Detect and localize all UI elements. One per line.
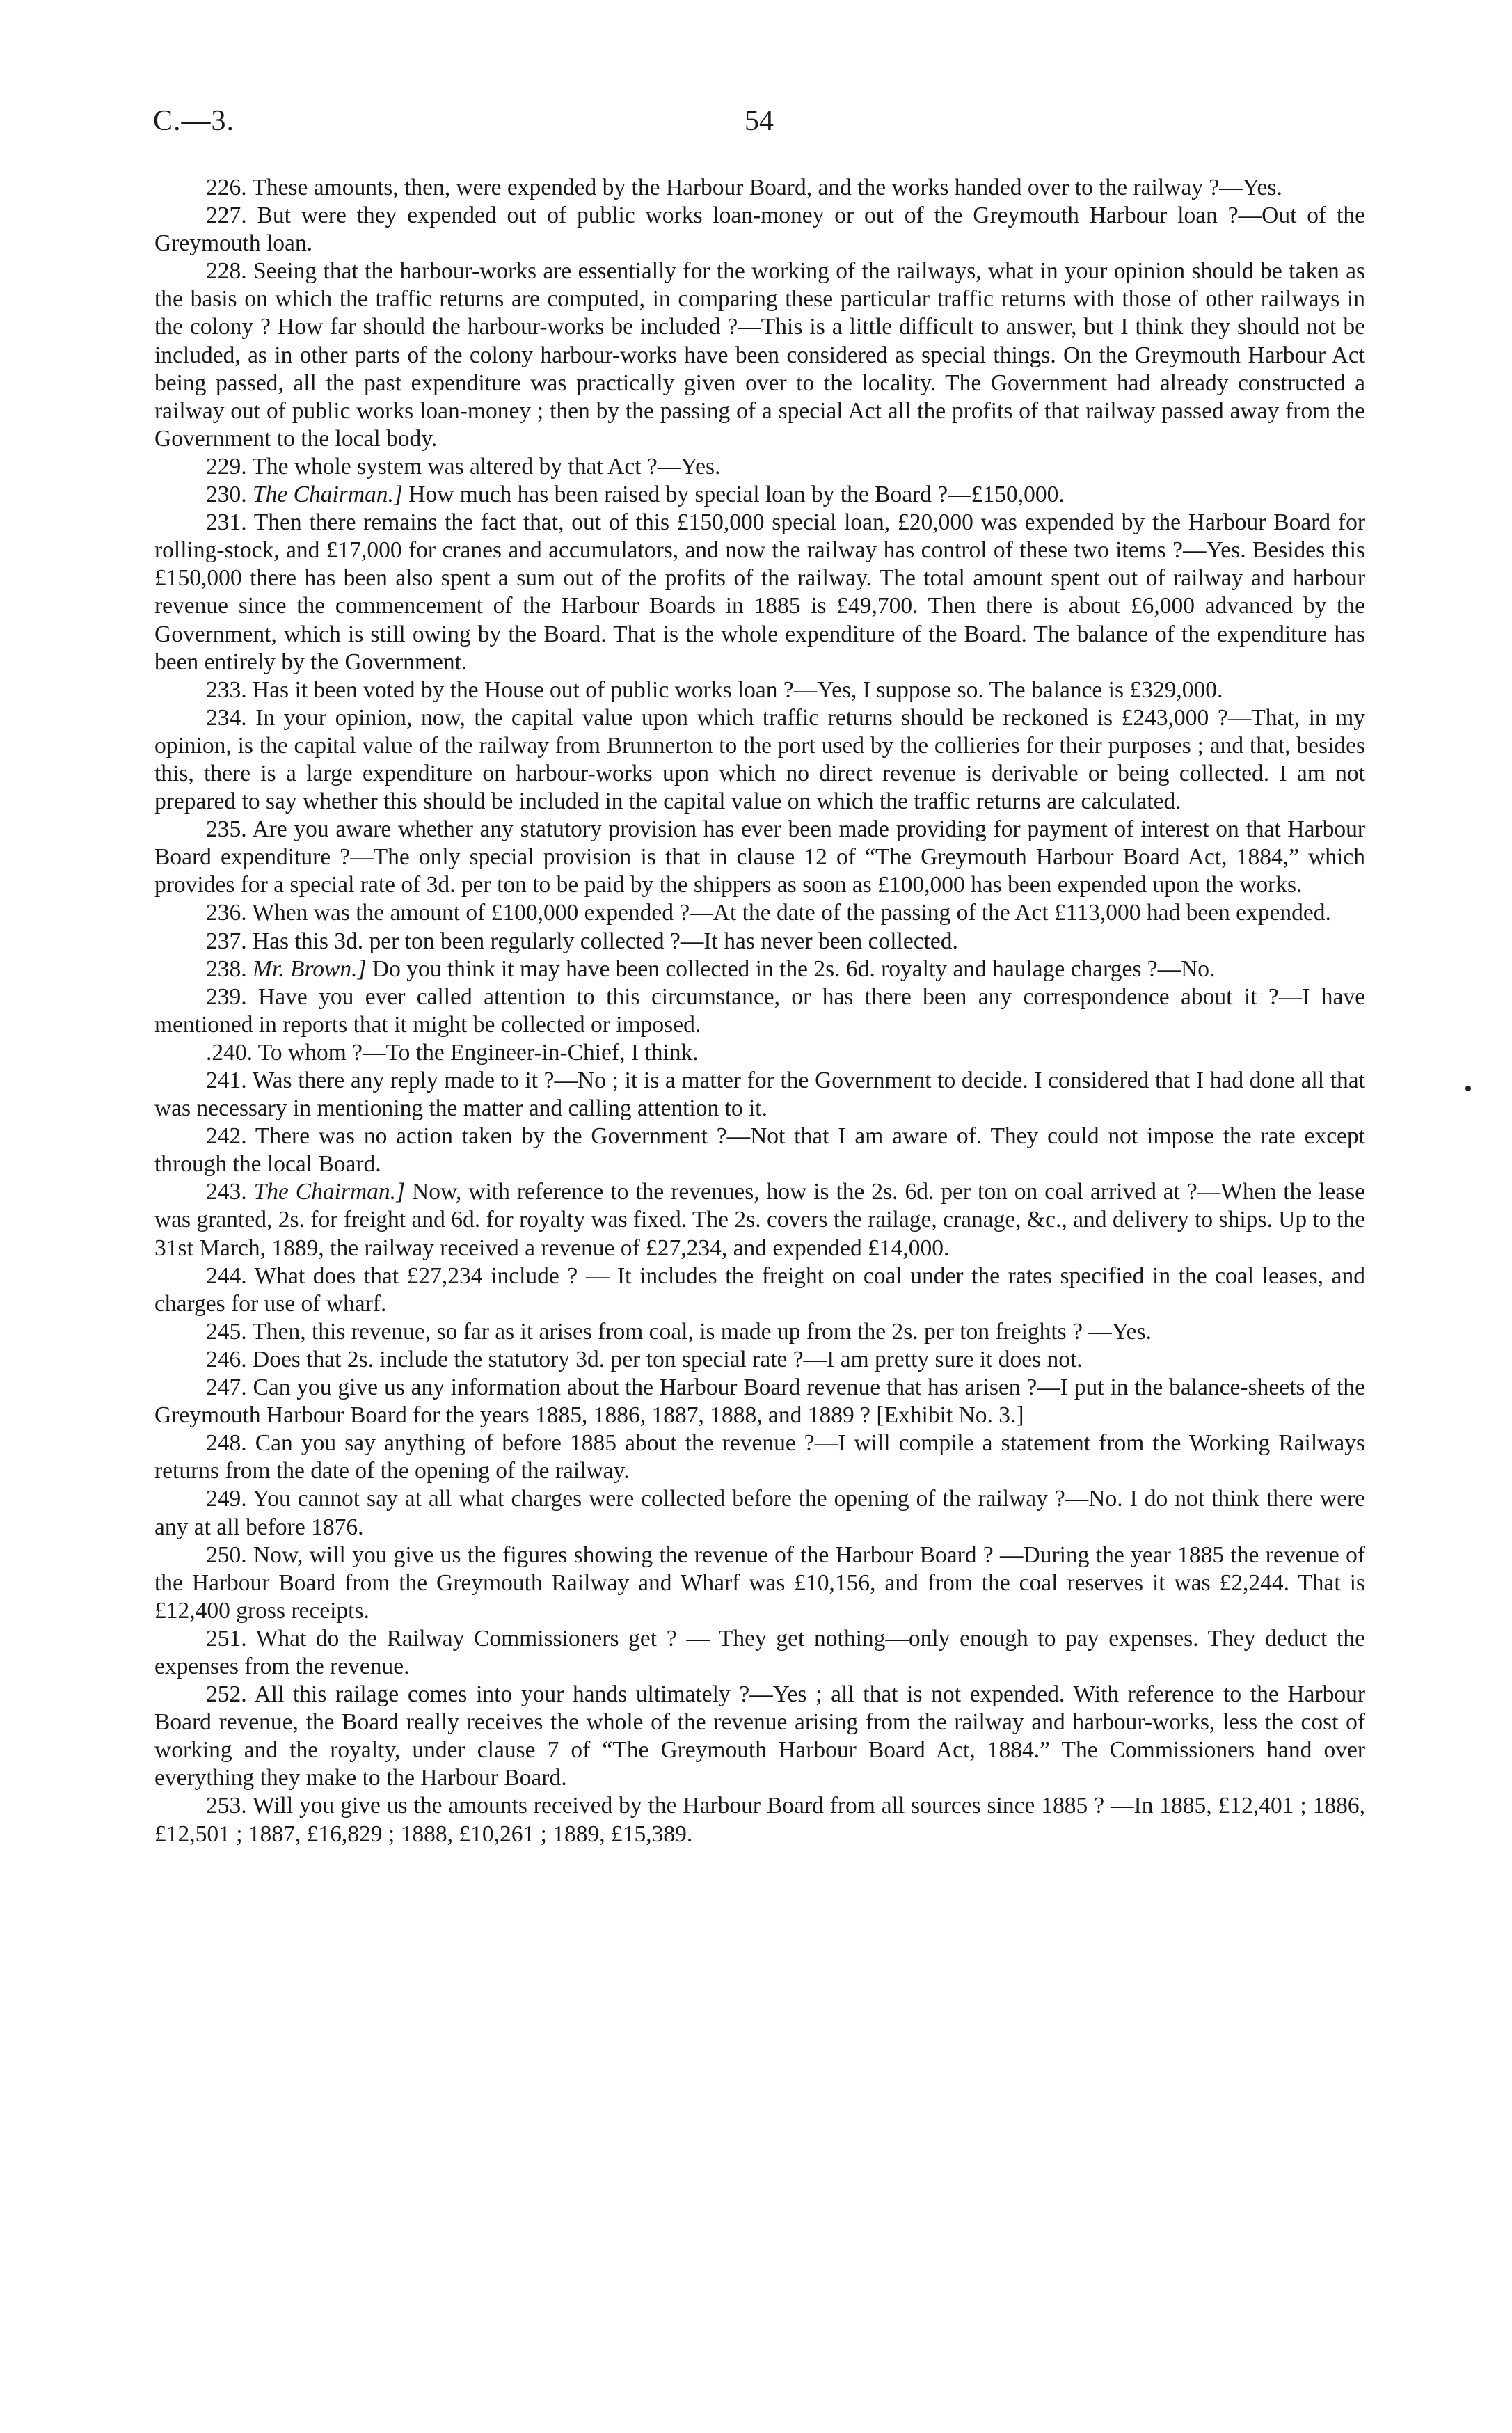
question-text: Seeing that the harbour-works are essentially for the working of the railways, what in your opinion should be taken as the basis on which the traffic returns are computed, in comparing these particular traffic returns with those of other railways in the colony ? How far should the harbour-works be included ?—This is a little difficult to answer, but I think they should not be included, as in other parts of the colony harbour-works have been considered as special things. On the Greymouth Harbour Act being passed, all the past expenditure was practically given over to the locality. The Government had already constructed a railway out of public works loan-money ; then by the passing of a special Act all the profits of that railway passed away from the Government to the local body.: [154, 258, 1365, 452]
question-paragraph: [154, 928, 1365, 956]
question-number: 239.: [206, 983, 247, 1010]
question-paragraph: [154, 899, 1365, 927]
question-text: Was there any reply made to it ?—No ; it is a matter for the Government to decide. I considered that I had done all that was necessary in mentioning the matter and calling attention to it.: [154, 1068, 1365, 1122]
question-number: 233.: [206, 676, 247, 703]
question-number: 235.: [206, 816, 247, 843]
question-text: What does that £27,234 include ? — It includes the freight on coal under the rates specified in the coal leases, and charges for use of wharf.: [154, 1262, 1365, 1317]
question-number: 243.: [206, 1179, 247, 1205]
question-text: You cannot say at all what charges were collected before the opening of the railway ?—No. I do not think there were any at all before 1876.: [154, 1486, 1365, 1540]
question-number: 234.: [206, 704, 247, 731]
question-number: 242.: [206, 1123, 247, 1150]
question-text: To whom ?—To the Engineer-in-Chief, I think.: [257, 1039, 699, 1065]
question-number: 253.: [206, 1793, 247, 1819]
question-number: 238.: [206, 956, 247, 982]
question-text: When was the amount of £100,000 expended ?—At the date of the passing of the Act £113,000 had been expended.: [252, 900, 1331, 926]
question-text: In your opinion, now, the capital value upon which traffic returns should be reckoned is £243,000 ?—That, in my opinion, is the capital value of the railway from Brunnerton to the port used by the collieries for their purposes ; and that, besides this, there is a large expenditure on harbour-works upon which no direct revenue is derivable or being collected. I am not prepared to say whether this should be included in the capital value on which the traffic returns are calculated.: [154, 704, 1366, 815]
page-number: 54: [745, 105, 774, 137]
question-text: Then there remains the fact that, out of this £150,000 special loan, £20,000 was expended by the Harbour Board for rolling-stock, and £17,000 for cranes and accumulators, and now the railway has control of these two items ?—Yes. Besides this £150,000 there has been also spent a sum out of the profits of the railway. The total amount spent out of railway and harbour revenue since the commencement of the Harbour Boards in 1885 is £49,700. Then there is about £6,000 advanced by the Government, which is still owing by the Board. That is the whole expenditure of the Board. The balance of the expenditure has been entirely by the Government.: [154, 509, 1365, 675]
question-text: Has this 3d. per ton been regularly collected ?—It has never been collected.: [253, 928, 958, 954]
question-text: How much has been raised by special loan by the Board ?—£150,000.: [408, 482, 1065, 508]
question-paragraph: [154, 481, 1365, 509]
question-paragraph: [154, 704, 1365, 816]
question-number: 252.: [206, 1681, 247, 1708]
question-paragraph: [154, 956, 1365, 983]
speaker-name: Mr. Brown.]: [253, 956, 367, 982]
question-text: Do you think it may have been collected in the 2s. 6d. royalty and haulage charges ?—No.: [372, 956, 1216, 982]
question-text: But were they expended out of public works loan-money or out of the Greymouth Harbour loan ?—Out of the Greymouth loan.: [154, 203, 1365, 257]
question-paragraph: [154, 1123, 1365, 1178]
question-paragraph: [154, 202, 1365, 257]
question-text: There was no action taken by the Government ?—Not that I am aware of. They could not impose the rate except through the local Board.: [154, 1123, 1365, 1178]
speaker-name: The Chairman.]: [253, 1179, 406, 1205]
question-text: Have you ever called attention to this circumstance, or has there been any correspondence about it ?—I have mentioned in reports that it might be collected or imposed.: [154, 983, 1366, 1038]
question-text: The whole system was altered by that Act ?—Yes.: [252, 453, 721, 480]
question-paragraph: [154, 453, 1365, 481]
question-paragraph: [154, 1429, 1365, 1485]
question-paragraph: [154, 1625, 1365, 1681]
question-number: 230.: [206, 482, 247, 508]
question-number: 244.: [206, 1262, 247, 1289]
question-text: All this railage comes into your hands ultimately ?—Yes ; all that is not expended. With reference to the Harbour Board revenue, the Board really receives the whole of the revenue arising from the railway and harbour-works, less the cost of working and the royalty, under clause 7 of “The Greymouth Harbour Board Act, 1884.” The Commissioners hand over everything they make to the Harbour Board.: [154, 1681, 1366, 1791]
question-number: 251.: [206, 1625, 247, 1651]
question-text: Can you give us any information about the Harbour Board revenue that has arisen ?—I put in the balance-sheets of the Greymouth Harbour Board for the years 1885, 1886, 1887, 1888, and 1889 ? [Exhibit No. 3.]: [154, 1374, 1365, 1429]
question-text: Will you give us the amounts received by the Harbour Board from all sources since 1885 ? —In 1885, £12,401 ; 1886, £12,501 ; 1887, £16,829 ; 1888, £10,261 ; 1889, £15,389.: [154, 1793, 1365, 1847]
question-paragraph: [154, 257, 1365, 453]
question-paragraph: [154, 1178, 1365, 1262]
question-text: Has it been voted by the House out of public works loan ?—Yes, I suppose so. The balance is £329,000.: [253, 676, 1223, 703]
question-number: 246.: [206, 1346, 247, 1372]
question-text: Does that 2s. include the statutory 3d. per ton special rate ?—I am pretty sure it does not.: [253, 1346, 1083, 1372]
question-text: Can you say anything of before 1885 about the revenue ?—I will compile a statement from the Working Railways returns from the date of the opening of the railway.: [154, 1430, 1366, 1484]
question-paragraph: [154, 1039, 1365, 1067]
question-text: Are you aware whether any statutory provision has ever been made providing for payment of interest on that Harbour Board expenditure ?—The only special provision is that in clause 12 of “The Greymouth Harbour Board Act, 1884,” which provides for a special rate of 3d. per ton to be paid by the shippers as soon as £100,000 has been expended upon the works.: [154, 816, 1365, 898]
question-paragraph: [154, 1681, 1365, 1792]
margin-mark: [1465, 1086, 1471, 1091]
question-number: 237.: [206, 928, 247, 954]
question-paragraph: [154, 1542, 1365, 1625]
question-text: Now, will you give us the figures showing the revenue of the Harbour Board ? —During the year 1885 the revenue of the Harbour Board from the Greymouth Railway and Wharf was £10,156, and from the coal reserves it was £2,244. That is £12,400 gross receipts.: [154, 1542, 1365, 1624]
question-number: 231.: [206, 509, 247, 536]
evidence-text: [154, 174, 1365, 1848]
question-paragraph: [154, 1346, 1365, 1374]
question-text: Then, this revenue, so far as it arises from coal, is made up from the 2s. per ton freights ? —Yes.: [252, 1318, 1152, 1345]
page-header: [153, 104, 1364, 146]
question-number: 249.: [206, 1486, 247, 1512]
question-number: 236.: [206, 900, 247, 926]
question-paragraph: [154, 1374, 1365, 1429]
question-paragraph: [154, 676, 1365, 704]
question-number: 241.: [206, 1068, 247, 1093]
question-number: 245.: [206, 1318, 247, 1345]
question-paragraph: [154, 1485, 1365, 1541]
question-number: 229.: [206, 453, 247, 480]
question-number: 247.: [206, 1374, 247, 1401]
question-number: 250.: [206, 1542, 247, 1568]
document-code: C.—3.: [153, 105, 235, 137]
question-number: 228.: [206, 258, 247, 285]
question-number: .240.: [206, 1039, 253, 1065]
question-paragraph: [154, 1318, 1365, 1346]
question-paragraph: [154, 1792, 1365, 1848]
question-number: 227.: [206, 203, 247, 229]
question-paragraph: [154, 509, 1365, 676]
question-paragraph: [154, 983, 1365, 1039]
question-text: These amounts, then, were expended by the Harbour Board, and the works handed over to the railway ?—Yes.: [252, 175, 1282, 200]
question-number: 226.: [206, 175, 247, 200]
question-paragraph: [154, 1262, 1365, 1318]
question-text: What do the Railway Commissioners get ? — They get nothing—only enough to pay expenses. They deduct the expenses from the revenue.: [154, 1625, 1365, 1679]
question-paragraph: [154, 174, 1365, 202]
speaker-name: The Chairman.]: [253, 482, 403, 508]
question-paragraph: [154, 1067, 1365, 1123]
question-number: 248.: [206, 1430, 247, 1457]
question-text: Now, with reference to the revenues, how is the 2s. 6d. per ton on coal arrived at ?—When the lease was granted, 2s. for freight and 6d. for royalty was fixed. The 2s. covers the railage, cranage, &c., and delivery to ships. Up to the 31st March, 1889, the railway received a revenue of £27,234, and expended £14,000.: [154, 1179, 1366, 1261]
question-paragraph: [154, 816, 1365, 899]
